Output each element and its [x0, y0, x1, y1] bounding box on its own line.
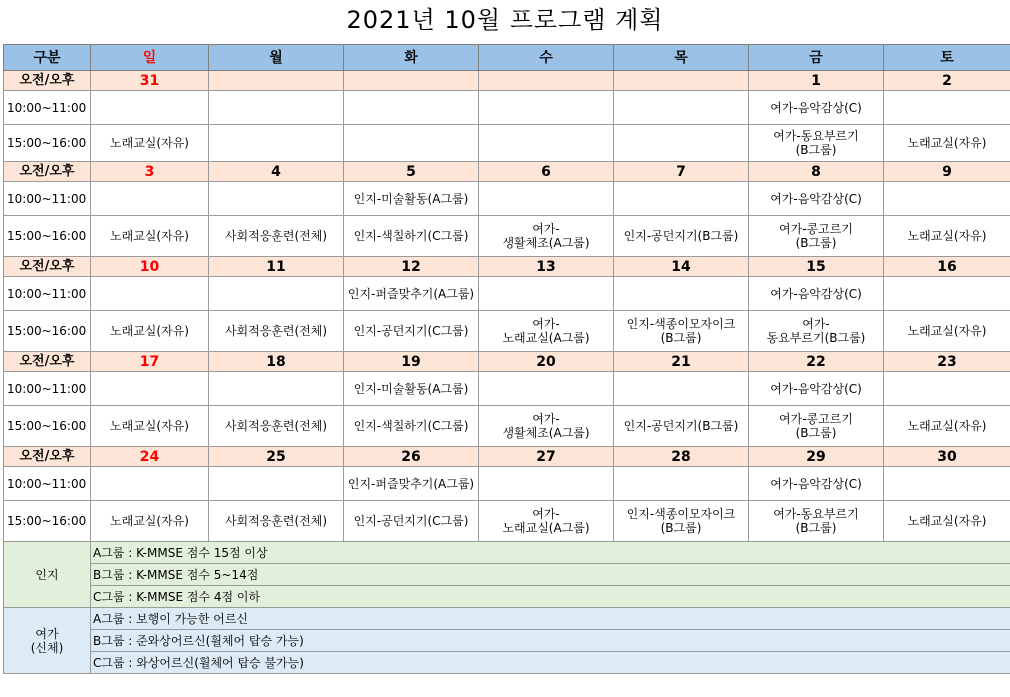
time-label: 10:00~11:00: [4, 277, 91, 311]
date-row: [4, 257, 1010, 277]
program-cell: 여가- 동요부르기(B그룹): [749, 311, 884, 352]
morning-row: [4, 372, 1010, 406]
date-cell: 13: [479, 257, 614, 277]
period-label: 오전/오후: [4, 71, 91, 91]
date-cell: 31: [91, 71, 209, 91]
program-cell: 노래교실(자유): [91, 501, 209, 542]
program-cell: [884, 182, 1010, 216]
program-cell: 사회적응훈련(전체): [209, 311, 344, 352]
program-cell: 여가-음악감상(C): [749, 91, 884, 125]
afternoon-row: [4, 216, 1010, 257]
date-cell: 20: [479, 352, 614, 372]
date-cell: [209, 71, 344, 91]
date-cell: 9: [884, 162, 1010, 182]
period-label: 오전/오후: [4, 257, 91, 277]
time-label: 15:00~16:00: [4, 216, 91, 257]
period-label: 오전/오후: [4, 162, 91, 182]
date-cell: 14: [614, 257, 749, 277]
program-cell: [91, 91, 209, 125]
date-cell: 2: [884, 71, 1010, 91]
header-day: 금: [749, 45, 884, 71]
date-cell: 3: [91, 162, 209, 182]
legend-leisure-row: [4, 608, 1010, 630]
afternoon-row: [4, 311, 1010, 352]
program-cell: 노래교실(자유): [91, 406, 209, 447]
date-row: [4, 447, 1010, 467]
program-cell: [91, 277, 209, 311]
afternoon-row: [4, 125, 1010, 162]
date-cell: 15: [749, 257, 884, 277]
program-cell: 노래교실(자유): [91, 216, 209, 257]
header-gubun: 구분: [4, 45, 91, 71]
time-label: 15:00~16:00: [4, 125, 91, 162]
date-cell: 22: [749, 352, 884, 372]
afternoon-row: [4, 406, 1010, 447]
date-cell: 27: [479, 447, 614, 467]
morning-row: [4, 467, 1010, 501]
program-cell: 노래교실(자유): [91, 311, 209, 352]
afternoon-row: [4, 501, 1010, 542]
program-cell: [884, 91, 1010, 125]
date-cell: 30: [884, 447, 1010, 467]
date-cell: [344, 71, 479, 91]
date-cell: 28: [614, 447, 749, 467]
time-label: 15:00~16:00: [4, 501, 91, 542]
date-row: [4, 352, 1010, 372]
program-cell: 인지-공던지기(C그룹): [344, 311, 479, 352]
date-cell: 16: [884, 257, 1010, 277]
program-cell: 인지-공던지기(B그룹): [614, 406, 749, 447]
program-cell: [884, 277, 1010, 311]
program-cell: 노래교실(자유): [884, 216, 1010, 257]
program-cell: [209, 372, 344, 406]
program-cell: 인지-색종이모자이크 (B그룹): [614, 311, 749, 352]
program-cell: [614, 91, 749, 125]
date-cell: 25: [209, 447, 344, 467]
legend-cognitive-item: B그룹 : K-MMSE 점수 5~14점: [91, 564, 1010, 586]
program-cell: 노래교실(자유): [884, 501, 1010, 542]
program-cell: [344, 91, 479, 125]
date-cell: 26: [344, 447, 479, 467]
legend-leisure-label: 여가 (신체): [4, 608, 91, 674]
date-cell: 10: [91, 257, 209, 277]
program-cell: [614, 125, 749, 162]
time-label: 15:00~16:00: [4, 311, 91, 352]
program-cell: 인지-색칠하기(C그룹): [344, 406, 479, 447]
program-cell: 인지-미술활동(A그룹): [344, 372, 479, 406]
program-cell: 인지-퍼즐맞추기(A그룹): [344, 277, 479, 311]
program-cell: 인지-공던지기(B그룹): [614, 216, 749, 257]
header-day: 목: [614, 45, 749, 71]
program-cell: [91, 182, 209, 216]
program-cell: [479, 91, 614, 125]
program-cell: [209, 125, 344, 162]
date-cell: 5: [344, 162, 479, 182]
header-day: 월: [209, 45, 344, 71]
header-day: 일: [91, 45, 209, 71]
program-cell: 인지-미술활동(A그룹): [344, 182, 479, 216]
program-cell: [614, 467, 749, 501]
program-cell: 사회적응훈련(전체): [209, 406, 344, 447]
program-cell: 여가- 노래교실(A그룹): [479, 311, 614, 352]
header-day: 수: [479, 45, 614, 71]
program-cell: [209, 277, 344, 311]
date-cell: 12: [344, 257, 479, 277]
period-label: 오전/오후: [4, 352, 91, 372]
program-cell: [479, 277, 614, 311]
program-cell: [479, 182, 614, 216]
date-cell: 4: [209, 162, 344, 182]
date-cell: 21: [614, 352, 749, 372]
program-cell: 여가- 생활체조(A그룹): [479, 406, 614, 447]
program-cell: [884, 372, 1010, 406]
date-cell: 7: [614, 162, 749, 182]
legend-leisure-item: A그룹 : 보행이 가능한 어르신: [91, 608, 1010, 630]
program-cell: 여가-콩고르기 (B그룹): [749, 216, 884, 257]
date-cell: 11: [209, 257, 344, 277]
program-cell: 여가-음악감상(C): [749, 277, 884, 311]
legend-leisure-item: B그룹 : 준와상어르신(휠체어 탑승 가능): [91, 630, 1010, 652]
date-cell: [614, 71, 749, 91]
program-cell: 인지-색종이모자이크 (B그룹): [614, 501, 749, 542]
program-cell: 노래교실(자유): [884, 311, 1010, 352]
legend-leisure-item: C그룹 : 와상어르신(휠체어 탑승 불가능): [91, 652, 1010, 674]
date-cell: 29: [749, 447, 884, 467]
date-cell: 1: [749, 71, 884, 91]
program-cell: 여가-콩고르기 (B그룹): [749, 406, 884, 447]
date-cell: 19: [344, 352, 479, 372]
program-cell: 사회적응훈련(전체): [209, 216, 344, 257]
header-day: 토: [884, 45, 1010, 71]
program-cell: [91, 372, 209, 406]
time-label: 15:00~16:00: [4, 406, 91, 447]
legend-cognitive-row: [4, 586, 1010, 608]
date-cell: 8: [749, 162, 884, 182]
date-cell: 23: [884, 352, 1010, 372]
date-cell: 6: [479, 162, 614, 182]
period-label: 오전/오후: [4, 447, 91, 467]
program-cell: [614, 372, 749, 406]
date-row: [4, 71, 1010, 91]
page-title: 2021년 10월 프로그램 계획: [346, 6, 664, 34]
legend-leisure-row: [4, 630, 1010, 652]
program-cell: 여가-음악감상(C): [749, 372, 884, 406]
program-cell: [209, 182, 344, 216]
legend-leisure-row: [4, 652, 1010, 674]
program-cell: [209, 467, 344, 501]
header-day: 화: [344, 45, 479, 71]
program-cell: [614, 277, 749, 311]
legend-cognitive-item: C그룹 : K-MMSE 점수 4점 이하: [91, 586, 1010, 608]
program-cell: [91, 467, 209, 501]
date-cell: 18: [209, 352, 344, 372]
morning-row: [4, 91, 1010, 125]
program-cell: 여가-동요부르기 (B그룹): [749, 125, 884, 162]
program-cell: 인지-공던지기(C그룹): [344, 501, 479, 542]
date-cell: 24: [91, 447, 209, 467]
morning-row: [4, 182, 1010, 216]
program-cell: 인지-퍼즐맞추기(A그룹): [344, 467, 479, 501]
program-cell: [884, 467, 1010, 501]
program-cell: [209, 91, 344, 125]
morning-row: [4, 277, 1010, 311]
legend-cognitive-label: 인지: [4, 542, 91, 608]
program-cell: 여가-동요부르기 (B그룹): [749, 501, 884, 542]
date-cell: [479, 71, 614, 91]
header-row: [4, 45, 1010, 71]
program-cell: [344, 125, 479, 162]
program-cell: [479, 467, 614, 501]
date-cell: 17: [91, 352, 209, 372]
time-label: 10:00~11:00: [4, 91, 91, 125]
time-label: 10:00~11:00: [4, 182, 91, 216]
time-label: 10:00~11:00: [4, 372, 91, 406]
legend-cognitive-row: [4, 542, 1010, 564]
date-row: [4, 162, 1010, 182]
legend-cognitive-row: [4, 564, 1010, 586]
program-cell: 노래교실(자유): [91, 125, 209, 162]
schedule-table: [3, 44, 1010, 674]
program-cell: 노래교실(자유): [884, 406, 1010, 447]
program-cell: [614, 182, 749, 216]
time-label: 10:00~11:00: [4, 467, 91, 501]
program-cell: [479, 125, 614, 162]
program-cell: [479, 372, 614, 406]
program-cell: 사회적응훈련(전체): [209, 501, 344, 542]
program-cell: 여가- 노래교실(A그룹): [479, 501, 614, 542]
program-cell: 여가-음악감상(C): [749, 182, 884, 216]
legend-cognitive-item: A그룹 : K-MMSE 점수 15점 이상: [91, 542, 1010, 564]
program-cell: 인지-색칠하기(C그룹): [344, 216, 479, 257]
program-cell: 노래교실(자유): [884, 125, 1010, 162]
program-cell: 여가- 생활체조(A그룹): [479, 216, 614, 257]
program-cell: 여가-음악감상(C): [749, 467, 884, 501]
